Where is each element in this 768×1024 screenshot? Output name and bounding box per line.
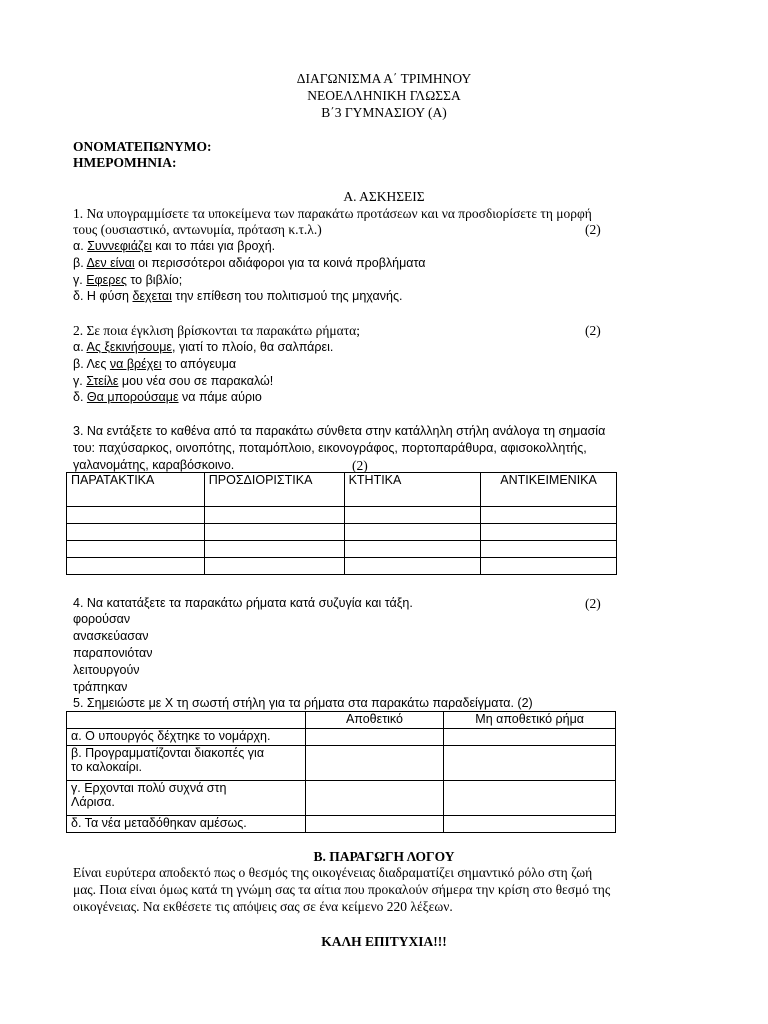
answer-cell[interactable] (204, 507, 344, 524)
checkbox-cell[interactable] (305, 816, 444, 833)
column-header: Μη αποθετικό ρήμα (444, 712, 616, 729)
checkbox-cell[interactable] (444, 816, 616, 833)
column-header: ΠΡΟΣΔΙΟΡΙΣΤΙΚΑ (204, 473, 344, 507)
name-field-label: ΟΝΟΜΑΤΕΠΩΝΥΜΟ: (73, 139, 212, 154)
checkbox-cell[interactable] (444, 781, 616, 816)
header-subject: ΝΕΟΕΛΛΗΝΙΚΗ ΓΛΩΣΣΑ (307, 88, 461, 103)
blank-header-cell (67, 712, 306, 729)
checkbox-cell[interactable] (444, 729, 616, 746)
ex3-word-list: του: παχύσαρκος, οινοπότης, ποταμόπλοιο, εικονογράφος, πορτοπαράθυρα, αφισοκολλητής, (73, 441, 587, 455)
verb-item: φορούσαν (73, 612, 131, 626)
ex3-word-list-cont: γαλανομάτης, καραβόσκοινο. (73, 458, 235, 472)
example-sentence: α. Ο υπουργός δέχτηκε το νομάρχη. (67, 729, 306, 746)
answer-cell[interactable] (344, 541, 481, 558)
header-title: ΔΙΑΓΩΝΙΣΜΑ Α΄ ΤΡΙΜΗΝΟΥ (296, 71, 472, 86)
example-sentence: β. Προγραμματίζονται διακοπές για το καλοκαίρι. (67, 746, 306, 781)
ex1-instruction: 1. Να υπογραμμίσετε τα υποκείμενα των παρακάτω προτάσεων και να προσδιορίσετε τη μορφή (73, 206, 592, 221)
column-header: ΠΑΡΑΤΑΚΤΙΚΑ (67, 473, 205, 507)
verb-item: λειτουργούν (73, 663, 140, 677)
checkbox-cell[interactable] (444, 746, 616, 781)
answer-cell[interactable] (481, 507, 617, 524)
verb-item: τράπηκαν (73, 680, 128, 694)
answer-cell[interactable] (67, 558, 205, 575)
answer-cell[interactable] (204, 524, 344, 541)
answer-cell[interactable] (344, 507, 481, 524)
ex1-item: α. Συννεφιάζει και το πάει για βροχή. (73, 239, 276, 253)
header-class: Β΄3 ΓΥΜΝΑΣΙΟΥ (Α) (321, 105, 447, 120)
answer-cell[interactable] (344, 524, 481, 541)
closing-wish: ΚΑΛΗ ΕΠΙΤΥΧΙΑ!!! (321, 934, 447, 949)
ex2-item: δ. Θα μπορούσαμε να πάμε αύριο (73, 390, 262, 404)
essay-prompt: Είναι ευρύτερα αποδεκτό πως ο θεσμός της οικογένειας διαδραματίζει σημαντικό ρόλο στη ζωή (73, 865, 593, 880)
ex3-points: (2) (352, 458, 368, 473)
answer-cell[interactable] (481, 524, 617, 541)
verb-item: ανασκεύασαν (73, 629, 149, 643)
ex1-instruction-cont: τους (ουσιαστικό, αντωνυμία, πρόταση κ.τ.λ.) (73, 222, 322, 237)
section-b-title: Β. ΠΑΡΑΓΩΓΗ ΛΟΓΟΥ (313, 849, 455, 864)
answer-cell[interactable] (344, 558, 481, 575)
checkbox-cell[interactable] (305, 746, 444, 781)
ex1-item: γ. Εφερες το βιβλίο; (73, 273, 183, 287)
essay-prompt-end: οικογένειας. Να εκθέσετε τις απόψεις σας σε ένα κείμενο 220 λέξεων. (73, 899, 453, 914)
ex2-item: β. Λες να βρέχει το απόγευμα (73, 357, 237, 371)
ex1-points: (2) (585, 222, 601, 237)
answer-cell[interactable] (67, 541, 205, 558)
answer-cell[interactable] (67, 507, 205, 524)
ex1-item: δ. Η φύση δεχεται την επίθεση του πολιτισμού της μηχανής. (73, 289, 403, 303)
example-sentence: γ. Ερχονται πολύ συχνά στη Λάρισα. (67, 781, 306, 816)
deponent-table (66, 711, 616, 833)
ex1-item: β. Δεν είναι οι περισσότεροι αδιάφοροι για τα κοινά προβλήματα (73, 256, 426, 270)
ex4-instruction: 4. Να κατατάξετε τα παρακάτω ρήματα κατά συζυγία και τάξη. (73, 596, 413, 610)
ex3-instruction: 3. Να εντάξετε το καθένα από τα παρακάτω σύνθετα στην κατάλληλη στήλη ανάλογα τη σημασία (73, 424, 606, 438)
date-field-label: ΗΜΕΡΟΜΗΝΙΑ: (73, 155, 177, 170)
answer-cell[interactable] (204, 558, 344, 575)
example-sentence: δ. Τα νέα μεταδόθηκαν αμέσως. (67, 816, 306, 833)
ex2-instruction: 2. Σε ποια έγκλιση βρίσκονται τα παρακάτω ρήματα; (73, 323, 360, 338)
ex2-item: α. Ας ξεκινήσουμε, γιατί το πλοίο, θα σαλπάρει. (73, 340, 334, 354)
compounds-table (66, 472, 617, 575)
answer-cell[interactable] (481, 558, 617, 575)
answer-cell[interactable] (204, 541, 344, 558)
ex4-points: (2) (585, 596, 601, 611)
column-header: ΚΤΗΤΙΚΑ (344, 473, 481, 507)
section-a-title: Α. ΑΣΚΗΣΕΙΣ (343, 189, 425, 204)
ex2-item: γ. Στείλε μου νέα σου σε παρακαλώ! (73, 374, 274, 388)
ex2-points: (2) (585, 323, 601, 338)
column-header: ΑΝΤΙΚΕΙΜΕΝΙΚΑ (481, 473, 617, 507)
column-header: Αποθετικό (305, 712, 444, 729)
ex5-instruction: 5. Σημειώστε με Χ τη σωστή στήλη για τα ρήματα στα παρακάτω παραδείγματα. (2) (73, 696, 533, 710)
answer-cell[interactable] (481, 541, 617, 558)
checkbox-cell[interactable] (305, 781, 444, 816)
answer-cell[interactable] (67, 524, 205, 541)
checkbox-cell[interactable] (305, 729, 444, 746)
verb-item: παραπονιόταν (73, 646, 153, 660)
essay-prompt-cont: μας. Ποια είναι όμως κατά τη γνώμη σας τα αίτια που προκαλούν σήμερα την κρίση στο θεσμό της (73, 882, 611, 897)
